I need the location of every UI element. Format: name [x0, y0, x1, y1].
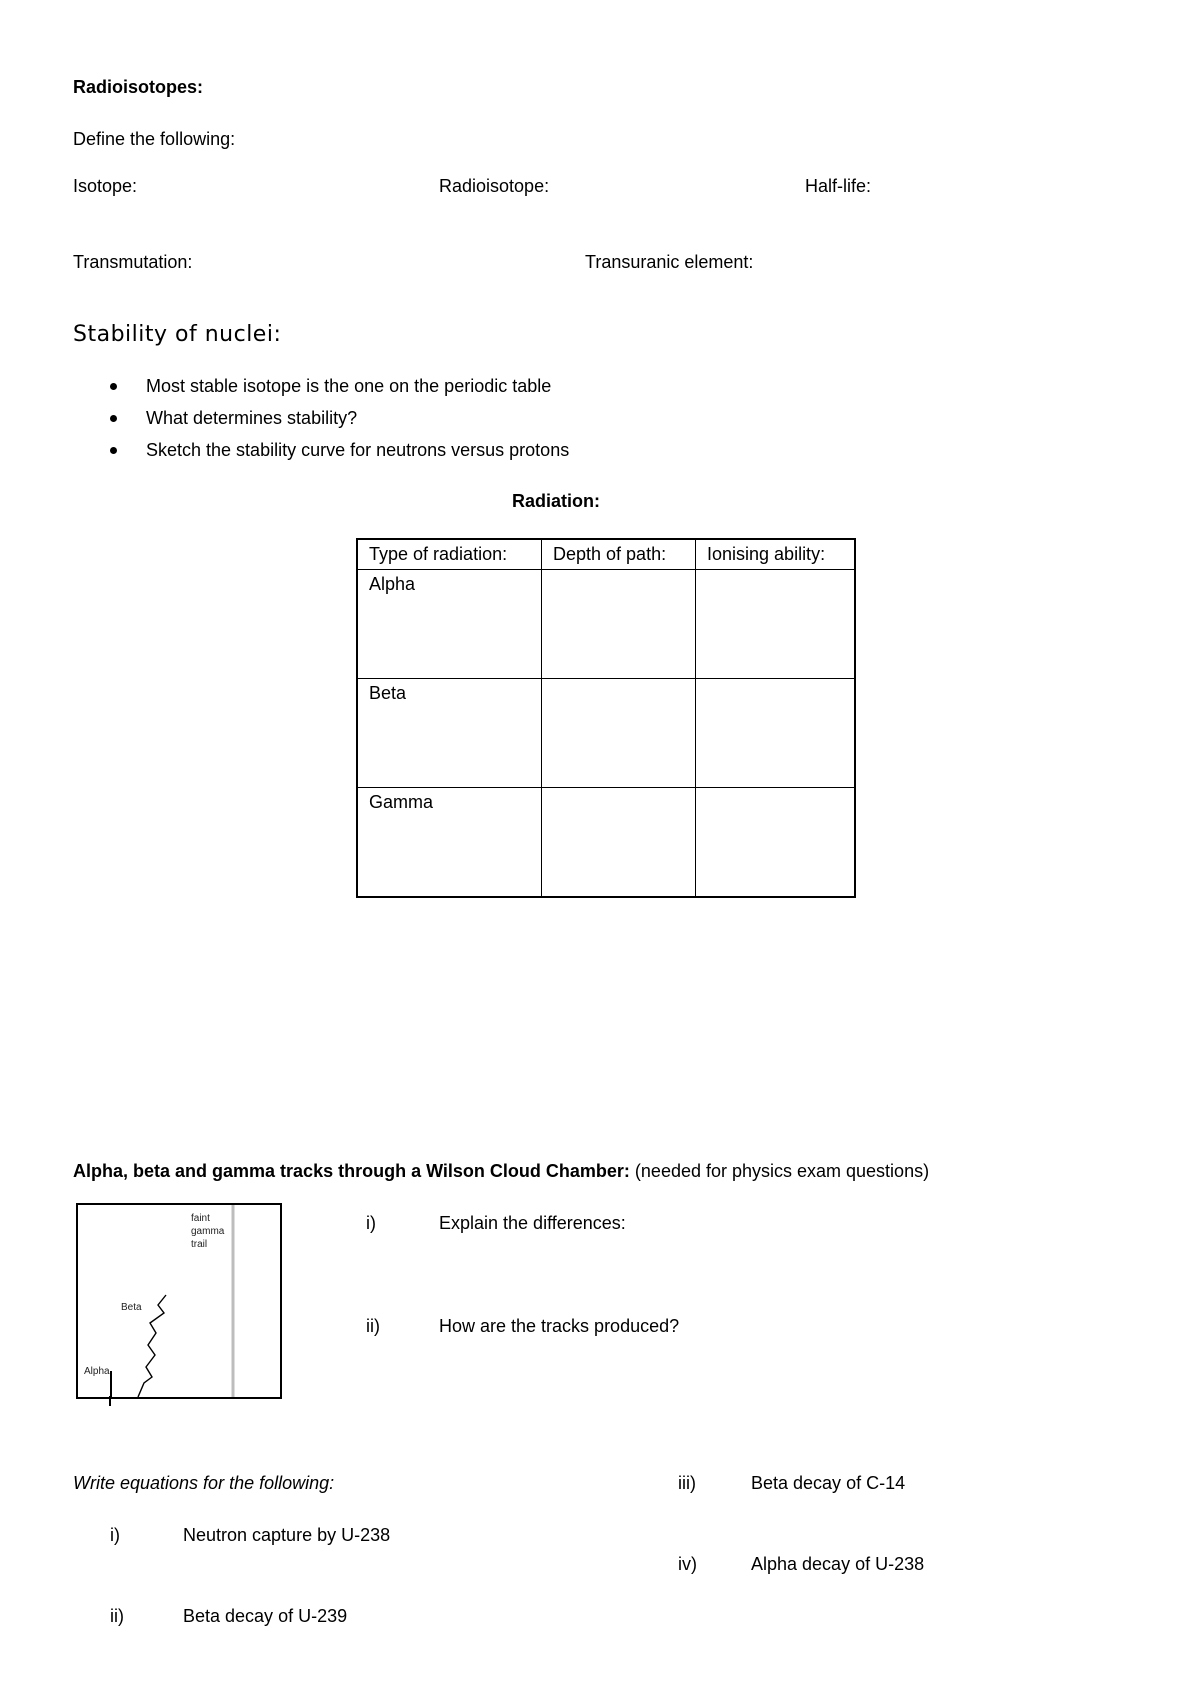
- cloud-chamber-heading: [73, 1162, 929, 1180]
- bullet-dot: [110, 447, 117, 454]
- define-prompt: Define the following:: [73, 129, 236, 149]
- radiation-table: [356, 538, 856, 898]
- table-row: [357, 570, 855, 679]
- beta-label: Beta: [121, 1302, 142, 1313]
- table-cell: [696, 788, 856, 898]
- cloud-chamber-diagram: [76, 1203, 282, 1399]
- bullet-dot: [110, 415, 117, 422]
- table-cell: [696, 570, 856, 679]
- radiation-heading: Radiation:: [512, 491, 600, 511]
- question-number: ii): [366, 1316, 380, 1336]
- column-header: Type of radiation:: [357, 539, 542, 570]
- table-row: [357, 788, 855, 898]
- cloud-chamber-heading-bold: Alpha, beta and gamma tracks through a Wilson Cloud Chamber:: [73, 1161, 630, 1181]
- question-number: i): [366, 1213, 376, 1233]
- bullet-dot: [110, 383, 117, 390]
- term-isotope: Isotope:: [73, 176, 138, 196]
- row-label-beta: Beta: [357, 679, 542, 788]
- stability-bullet: Sketch the stability curve for neutrons versus protons: [146, 440, 570, 460]
- question-text: Explain the differences:: [439, 1213, 626, 1233]
- column-header: Ionising ability:: [696, 539, 856, 570]
- equation-number: iii): [678, 1473, 696, 1493]
- alpha-label: Alpha: [84, 1366, 110, 1377]
- equations-heading: Write equations for the following:: [73, 1473, 335, 1493]
- term-transuranic: Transuranic element:: [585, 252, 754, 272]
- term-radioisotope: Radioisotope:: [439, 176, 550, 196]
- column-header: Depth of path:: [542, 539, 696, 570]
- table-header-row: [357, 539, 855, 570]
- equation-number: ii): [110, 1606, 124, 1626]
- stability-heading: Stability of nuclei:: [73, 322, 282, 347]
- cloud-chamber-heading-note: (needed for physics exam questions): [629, 1161, 930, 1181]
- term-half-life: Half-life:: [805, 176, 872, 196]
- equation-number: iv): [678, 1554, 697, 1574]
- table-cell: [696, 679, 856, 788]
- equation-text: Beta decay of U-239: [183, 1606, 348, 1626]
- row-label-alpha: Alpha: [357, 570, 542, 679]
- term-transmutation: Transmutation:: [73, 252, 193, 272]
- table-cell: [542, 788, 696, 898]
- equation-text: Neutron capture by U-238: [183, 1525, 391, 1545]
- equation-text: Alpha decay of U-238: [751, 1554, 925, 1574]
- equation-text: Beta decay of C-14: [751, 1473, 906, 1493]
- alpha-track-stub: [109, 1396, 111, 1406]
- stability-bullet: Most stable isotope is the one on the periodic table: [146, 376, 552, 396]
- stability-bullet: What determines stability?: [146, 408, 358, 428]
- beta-track: [138, 1295, 166, 1397]
- row-label-gamma: Gamma: [357, 788, 542, 898]
- page-title: Radioisotopes:: [73, 77, 204, 97]
- equation-number: i): [110, 1525, 120, 1545]
- table-cell: [542, 570, 696, 679]
- question-text: How are the tracks produced?: [439, 1316, 680, 1336]
- table-row: [357, 679, 855, 788]
- table-cell: [542, 679, 696, 788]
- gamma-label: faint gamma trail: [191, 1213, 225, 1250]
